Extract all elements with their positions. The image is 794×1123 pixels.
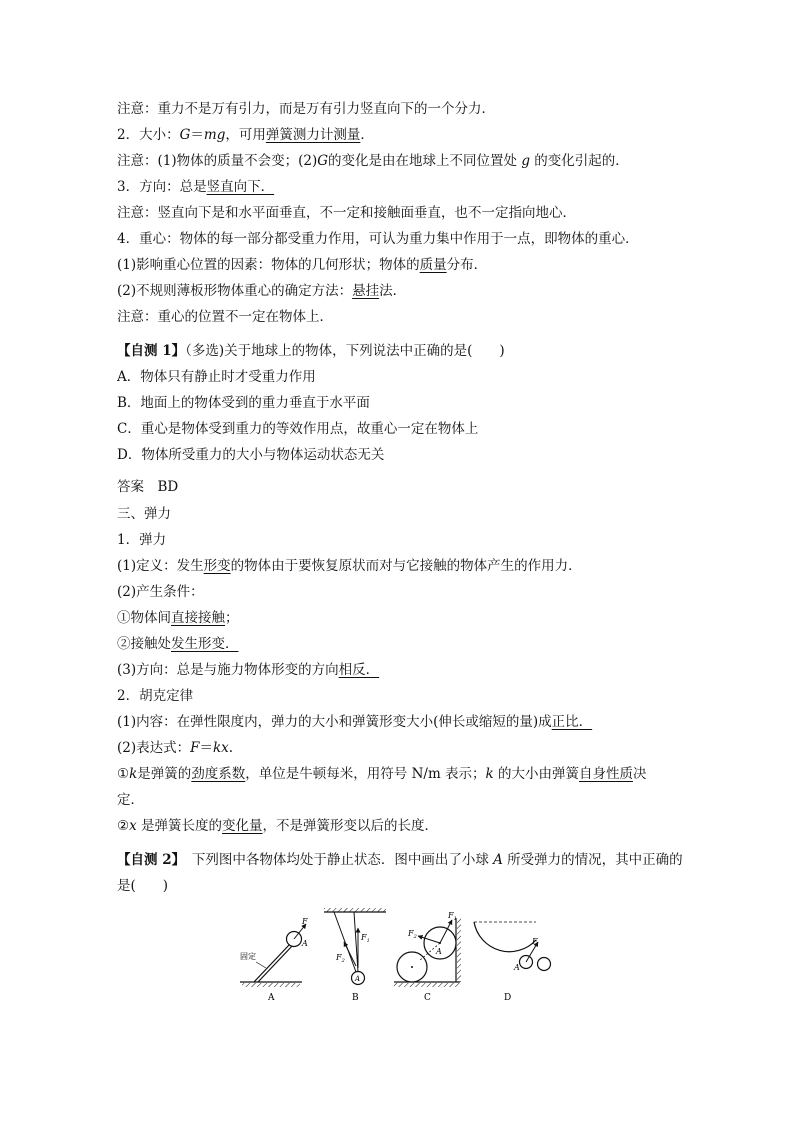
option-b: B．地面上的物体受到的重力垂直于水平面 xyxy=(117,395,370,411)
answer-blank: 弹簧测力计测量 xyxy=(265,127,361,143)
rod-edge xyxy=(258,944,294,982)
bowl xyxy=(474,922,536,952)
force-label: F xyxy=(302,917,308,926)
note-cg-position: 注意：重心的位置不一定在物体上． xyxy=(117,309,333,325)
subheading-hookes-law: 2．胡克定律 xyxy=(117,688,194,704)
answer-blank: 质量 xyxy=(419,257,447,273)
rod xyxy=(254,944,290,982)
answer-blank: 竖直向下． xyxy=(206,179,275,195)
answer-blank: 变化量 xyxy=(222,818,263,834)
f1-label: $F_1$ xyxy=(361,933,370,944)
ball-label: A xyxy=(355,975,361,983)
force-f2 xyxy=(344,942,356,966)
force-label: F xyxy=(532,937,538,946)
hooke-formula: (2)表达式：F＝kx. xyxy=(117,740,234,756)
deformation-explanation: ②x 是弹簧长度的变化量，不是弹簧形变以后的长度． xyxy=(117,818,439,834)
caption-d: D xyxy=(504,993,512,1003)
gravity-magnitude: 2．大小：G＝mg，可用弹簧测力计测量． xyxy=(117,127,374,143)
caption-b: B xyxy=(352,993,359,1003)
ground-hatch xyxy=(394,983,460,987)
ball-label: A xyxy=(514,963,520,972)
leader-line xyxy=(256,962,266,968)
section-heading-elastic-force: 三、弹力 xyxy=(117,506,171,522)
elastic-definition: (1)定义：发生形变的物体由于要恢复原状而对与它接触的物体产生的作用力． xyxy=(117,558,582,574)
note-gravity-component: 注意：重力不是万有引力，而是万有引力竖直向下的一个分力． xyxy=(117,101,495,117)
force-diagrams-figure xyxy=(236,906,556,1006)
cg-method: (2)不规则薄板形物体重心的确定方法：悬挂法． xyxy=(117,283,407,299)
subheading-elastic-force: 1．弹力 xyxy=(117,532,167,548)
stiffness-explanation: ①k是弹簧的劲度系数，单位是牛顿每米，用符号 N/m 表示；k 的大小由弹簧自身性质决 xyxy=(117,766,647,782)
f2-label: $F_2$ xyxy=(408,929,417,940)
answer-blank: 正比． xyxy=(551,714,593,730)
wall-hatch xyxy=(457,918,461,982)
ball-label: A xyxy=(436,947,442,956)
answer-1: 答案 BD xyxy=(117,479,179,495)
answer-blank: 直接接触 xyxy=(171,610,225,626)
caption-a: A xyxy=(268,993,275,1003)
answer-blank: 劲度系数 xyxy=(191,766,246,782)
fixed-label: 固定 xyxy=(240,952,256,961)
diagram-c xyxy=(394,911,461,1003)
self-test-2-question: 【自测 2】 下列图中各物体均处于静止状态．图中画出了小球 A 所受弹力的情况，其中正确的 xyxy=(117,852,683,868)
option-a: A．物体只有静止时才受重力作用 xyxy=(117,369,316,385)
elastic-conditions: (2)产生条件： xyxy=(117,584,204,600)
cg-factors: (1)影响重心位置的因素：物体的几何形状；物体的质量分布． xyxy=(117,257,488,273)
condition-1: ①物体间直接接触； xyxy=(117,610,239,626)
f2-label: $F_2$ xyxy=(336,953,345,964)
option-c: C．重心是物体受到重力的等效作用点，故重心一定在物体上 xyxy=(117,421,479,437)
elastic-direction: (3)方向：总是与施力物体形变的方向相反． xyxy=(117,662,380,678)
self-test-1-question: 【自测 1】（多选)关于地球上的物体，下列说法中正确的是( ) xyxy=(117,343,505,359)
answer-blank: 发生形变． xyxy=(171,636,239,652)
string-2 xyxy=(334,912,356,972)
option-d: D．物体所受重力的大小与物体运动状态无关 xyxy=(117,447,385,463)
ball-label: A xyxy=(302,939,308,948)
self-test-2-question-cont: 是( ) xyxy=(117,878,169,894)
hooke-content: (1)内容：在弹性限度内，弹力的大小和弹簧形变大小(伸长或缩短的量)成正比． xyxy=(117,714,593,730)
answer-blank: 形变 xyxy=(203,558,231,574)
note-vertical-down: 注意：竖直向下是和水平面垂直，不一定和接触面垂直，也不一定指向地心． xyxy=(117,205,576,221)
answer-blank: 自身性质 xyxy=(579,766,634,782)
diagram-d xyxy=(474,922,551,1003)
f1-label: $F_1$ xyxy=(448,911,457,922)
center-of-gravity: 4．重心：物体的每一部分都受重力作用，可认为重力集中作用于一点，即物体的重心． xyxy=(117,231,639,247)
stiffness-explanation-cont: 定． xyxy=(117,792,144,808)
caption-c: C xyxy=(424,993,431,1003)
note-mass-constant: 注意：(1)物体的质量不会变；(2)G的变化是由在地球上不同位置处 g 的变化引起的． xyxy=(117,153,629,169)
answer-blank: 悬挂 xyxy=(352,283,380,299)
answer-blank: 相反． xyxy=(338,662,380,678)
ground-hatch xyxy=(242,983,300,987)
diagram-b xyxy=(324,908,386,1003)
gravity-direction: 3．方向：总是竖直向下． xyxy=(117,179,275,195)
ceiling-hatch xyxy=(324,908,386,912)
ball-2 xyxy=(538,958,551,971)
center-dot xyxy=(411,966,413,968)
condition-2: ②接触处发生形变． xyxy=(117,636,239,652)
diagram-a xyxy=(240,917,308,1003)
